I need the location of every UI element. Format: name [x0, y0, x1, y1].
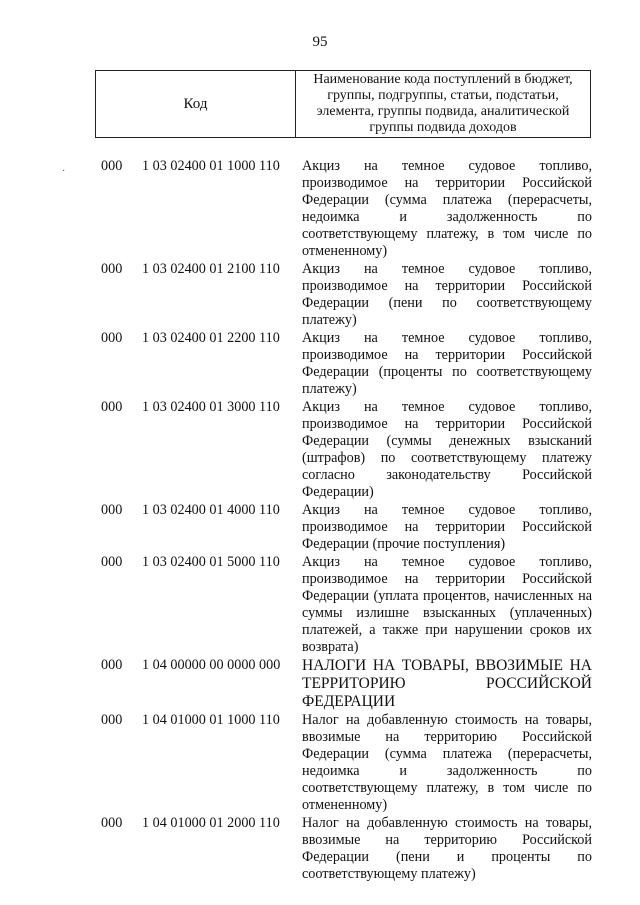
admin-code: 000	[101, 330, 123, 346]
admin-code: 000	[101, 657, 123, 673]
revenue-code: 1 04 01000 01 1000 110	[142, 712, 280, 728]
table-body	[0, 158, 640, 884]
revenue-code: 1 03 02400 01 5000 110	[142, 554, 280, 570]
admin-code: 000	[101, 261, 123, 277]
table-row	[0, 657, 640, 711]
admin-code: 000	[101, 399, 123, 415]
table-row	[0, 554, 640, 656]
revenue-code: 1 03 02400 01 4000 110	[142, 502, 280, 518]
table-row	[0, 261, 640, 329]
revenue-description: Акциз на темное судовое топливо, производимое на территории Российской Федерации (проценты по соответствующему платежу)	[302, 330, 592, 397]
revenue-code: 1 03 02400 01 3000 110	[142, 399, 280, 415]
header-name: Наименование кода поступлений в бюджет, группы, подгруппы, статьи, подстатьи, элемента, группы подвида, аналитической группы подвида доходов	[313, 72, 573, 135]
revenue-description: Акциз на темное судовое топливо, производимое на территории Российской Федерации (пени по соответствующему платежу)	[302, 261, 592, 328]
revenue-description: Акциз на темное судовое топливо, производимое на территории Российской Федерации (уплата процентов, начисленных на суммы излишне взысканных (уплаченных) платежей, а также при нарушении сроков их возврата)	[302, 554, 592, 655]
table-row	[0, 158, 640, 260]
table-row	[0, 330, 640, 398]
revenue-description: Акциз на темное судовое топливо, производимое на территории Российской Федерации (сумма платежа (перерасчеты, недоимка и задолженность по соответствующему платежу, в том числе по отмененному)	[302, 158, 592, 259]
revenue-code: 1 03 02400 01 2200 110	[142, 330, 280, 346]
admin-code: 000	[101, 815, 123, 831]
admin-code: 000	[101, 712, 123, 728]
revenue-description: Налог на добавленную стоимость на товары, ввозимые на территорию Российской Федерации (пени и проценты по соответствующему платежу)	[302, 815, 592, 882]
revenue-code: 1 04 01000 01 2000 110	[142, 815, 280, 831]
page-number: 95	[312, 34, 328, 50]
revenue-code: 1 03 02400 01 1000 110	[142, 158, 280, 174]
margin-mark: ·	[62, 166, 66, 177]
revenue-description: Налог на добавленную стоимость на товары, ввозимые на территорию Российской Федерации (сумма платежа (перерасчеты, недоимка и задолженность по соответствующему платежу, в том числе по отмененному)	[302, 712, 592, 813]
admin-code: 000	[101, 554, 123, 570]
table-header	[95, 70, 591, 138]
table-row	[0, 502, 640, 553]
revenue-group-heading: НАЛОГИ НА ТОВАРЫ, ВВОЗИМЫЕ НА ТЕРРИТОРИЮ РОССИЙСКОЙ ФЕДЕРАЦИИ	[302, 657, 592, 710]
revenue-description: Акциз на темное судовое топливо, производимое на территории Российской Федерации (прочие поступления)	[302, 502, 592, 552]
table-row	[0, 815, 640, 883]
admin-code: 000	[101, 158, 123, 174]
table-row	[0, 399, 640, 501]
revenue-code: 1 04 00000 00 0000 000	[142, 657, 281, 673]
admin-code: 000	[101, 502, 123, 518]
revenue-code: 1 03 02400 01 2100 110	[142, 261, 280, 277]
revenue-description: Акциз на темное судовое топливо, производимое на территории Российской Федерации (суммы денежных взысканий (штрафов) по соответствующему платежу согласно законодательству Российской Федерации)	[302, 399, 592, 500]
table-row	[0, 712, 640, 814]
header-code: Код	[96, 71, 296, 137]
